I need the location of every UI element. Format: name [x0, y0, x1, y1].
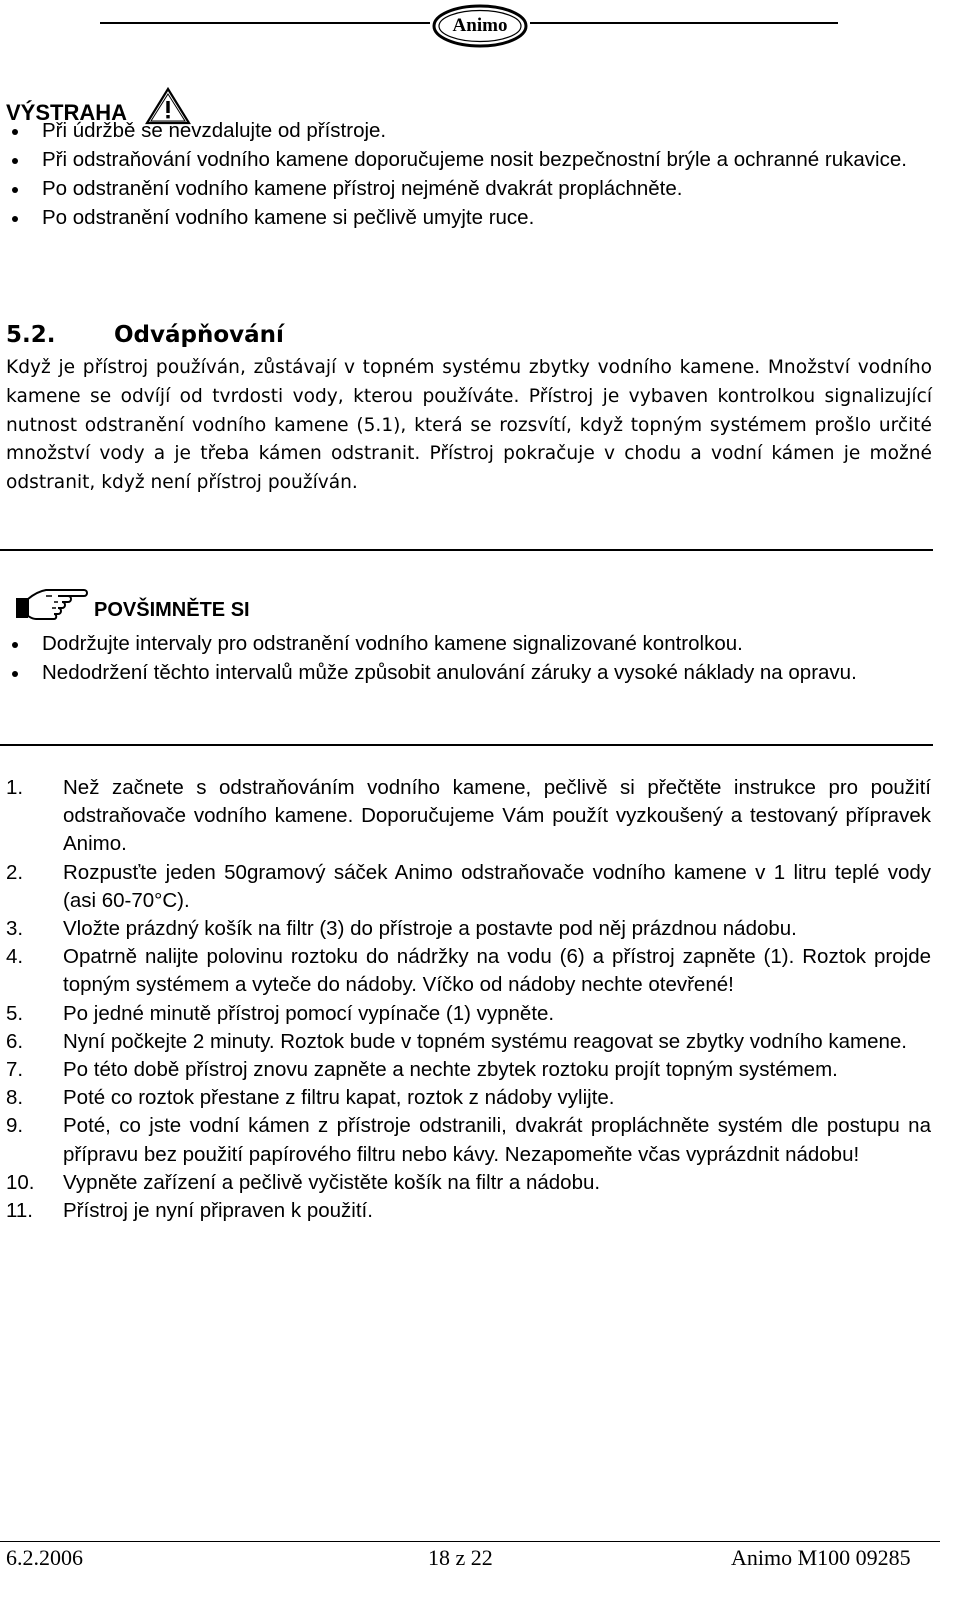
step-text: Poté, co jste vodní kámen z přístroje odstranili, dvakrát propláchněte systém dle postupu na přípravu bez použití papírového filtru nebo kávy. Nezapomeňte včas vyprázdnit nádobu! [63, 1114, 931, 1166]
list-item-text: Po odstranění vodního kamene přístroj nejméně dvakrát propláchněte. [42, 177, 683, 200]
step-item [0, 1000, 931, 1028]
step-number: 8. [6, 1086, 24, 1110]
list-item [0, 174, 930, 203]
step-item [0, 1169, 931, 1197]
step-text: Opatrně nalijte polovinu roztoku do nádržky na vodu (6) a přístroj zapněte (1). Roztok projde topným systémem a vyteče do nádoby. Víčko od nádoby nechte otevřené! [63, 945, 931, 997]
step-text: Vložte prázdný košík na filtr (3) do přístroje a postavte pod něj prázdnou nádobu. [63, 917, 797, 941]
step-number: 9. [6, 1114, 24, 1138]
logo-text: Animo [452, 15, 508, 36]
step-number: 1. [6, 776, 24, 799]
step-item [0, 1197, 931, 1225]
step-item [0, 915, 931, 943]
list-item-text: Po odstranění vodního kamene si pečlivě umyjte ruce. [42, 206, 535, 229]
list-item-text: Při odstraňování vodního kamene doporučujeme nosit bezpečnostní brýle a ochranné rukavice. [42, 148, 907, 171]
step-number: 4. [6, 945, 24, 969]
step-text: Přístroj je nyní připraven k použití. [63, 1199, 373, 1223]
footer-model: Animo M100 09285 [731, 1545, 911, 1570]
header-rule-left [100, 22, 430, 24]
section-title: Odvápňování [114, 322, 284, 348]
animo-logo [431, 3, 529, 49]
section-paragraph [6, 354, 932, 498]
bullet-icon [12, 158, 18, 164]
list-item [0, 629, 930, 658]
divider-bottom [0, 744, 933, 746]
list-item-text: Dodržujte intervaly pro odstranění vodního kamene signalizované kontrolkou. [42, 632, 743, 655]
list-item [0, 145, 930, 174]
section-heading [6, 322, 284, 348]
list-item-text: Nedodržení těchto intervalů může způsobit anulování záruky a vysoké náklady na opravu. [42, 661, 857, 684]
bullet-icon [12, 671, 18, 677]
footer-date: 6.2.2006 [6, 1545, 83, 1570]
warning-list [0, 116, 930, 232]
bullet-icon [12, 129, 18, 135]
step-item [0, 774, 931, 859]
step-number: 7. [6, 1058, 24, 1082]
note-title: POVŠIMNĚTE SI [94, 599, 250, 621]
step-text: Po jedné minutě přístroj pomocí vypínače (1) vypněte. [63, 1001, 555, 1025]
note-heading [14, 586, 250, 622]
note-list [0, 629, 930, 687]
footer-rule [0, 1541, 940, 1542]
footer-page-number: 18 z 22 [428, 1545, 493, 1570]
step-text: Než začnete s odstraňováním vodního kamene, pečlivě si přečtěte instrukce pro použití odstraňovače vodního kamene. Doporučujeme Vám použít vyzkoušený a testovaný přípravek Animo. [63, 776, 931, 856]
pointing-hand-icon [14, 586, 90, 622]
bullet-icon [12, 216, 18, 222]
bullet-icon [12, 642, 18, 648]
header-rule-right [530, 22, 838, 24]
page-footer [0, 1541, 940, 1581]
step-text: Vypněte zařízení a pečlivě vyčistěte košík na filtr a nádobu. [63, 1170, 601, 1194]
list-item [0, 116, 930, 145]
step-item [0, 1112, 931, 1168]
section-text: Když je přístroj používán, zůstávají v topném systému zbytky vodního kamene. Množství vodního kamene se odvíjí od tvrdosti vody, kterou používáte. Přístroj je vybaven kontrolkou signalizující nutnost odstranění vodního kamene (5.1), která se rozsvítí, když topným systémem prošlo určité množství vody a je třeba kámen odstranit. Přístroj pokračuje v chodu a vodní kámen je možné odstranit, když není přístroj používán. [6, 357, 932, 494]
step-item [0, 1056, 931, 1084]
section-number: 5.2. [6, 322, 56, 348]
step-number: 5. [6, 1001, 24, 1025]
step-number: 3. [6, 917, 24, 941]
step-text: Po této době přístroj znovu zapněte a nechte zbytek roztoku projít topným systémem. [63, 1058, 838, 1082]
bullet-icon [12, 187, 18, 193]
step-number: 11. [6, 1199, 33, 1223]
list-item [0, 203, 930, 232]
step-item [0, 1084, 931, 1112]
divider-top [0, 549, 933, 551]
list-item [0, 658, 930, 687]
step-item [0, 943, 931, 999]
warning-title: VÝSTRAHA [6, 100, 128, 125]
step-number: 6. [6, 1029, 24, 1053]
steps-list [0, 774, 931, 1225]
step-text: Nyní počkejte 2 minuty. Roztok bude v topném systému reagovat se zbytky vodního kamene. [63, 1029, 907, 1053]
step-item [0, 1028, 931, 1056]
list-item-text: Při údržbě se nevzdalujte od přístroje. [42, 119, 387, 142]
step-number: 2. [6, 860, 24, 884]
step-text: Rozpusťte jeden 50gramový sáček Animo odstraňovače vodního kamene v 1 litru teplé vody (asi 60-70°C). [63, 860, 931, 912]
step-item [0, 859, 931, 915]
step-number: 10. [6, 1170, 35, 1194]
step-text: Poté co roztok přestane z filtru kapat, roztok z nádoby vylijte. [63, 1086, 615, 1110]
